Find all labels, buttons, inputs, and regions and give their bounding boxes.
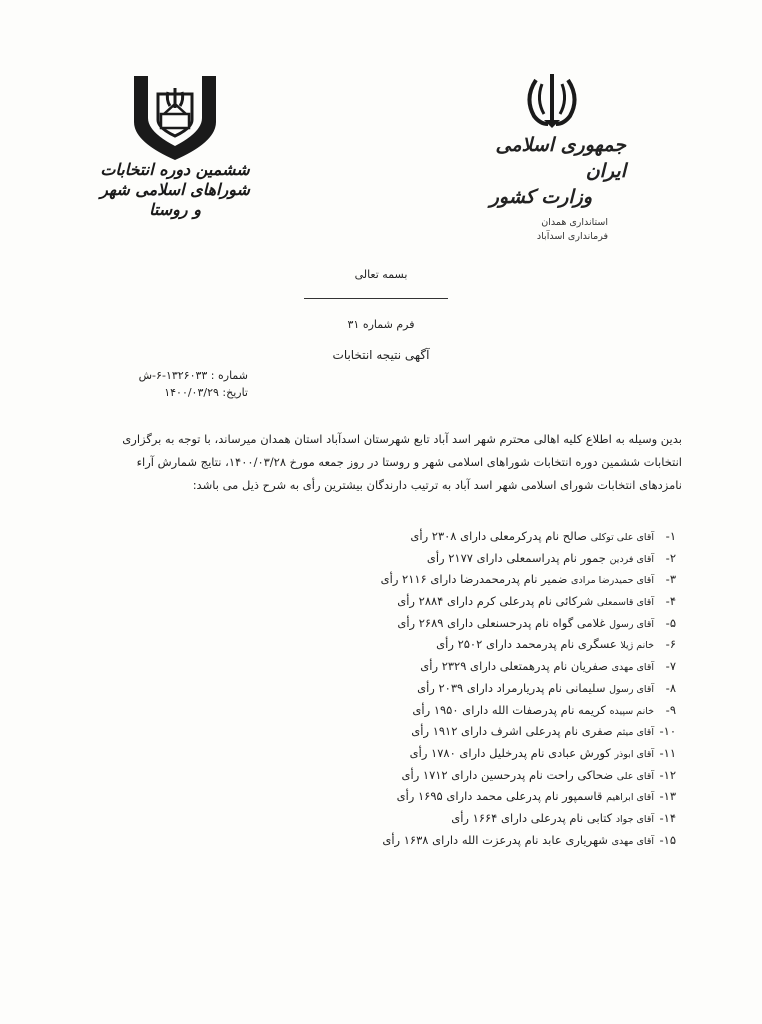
republic-title: جمهوری اسلامی ایران (495, 134, 626, 182)
intro-line-1: بدین وسیله به اطلاع کلیه اهالی محترم شهر اسد آباد تابع شهرستان اسدآباد استان همدان میرساند، با توجه به برگزاری (122, 432, 682, 446)
result-details: ضحاکی راحت نام پدرحسین دارای ۱۷۱۲ رأی (401, 767, 614, 782)
result-row (330, 743, 676, 765)
result-details: ضمیر نام پدرمحمدرضا دارای ۲۱۱۶ رأی (380, 572, 568, 587)
intro-paragraph (70, 428, 682, 497)
election-caption (100, 160, 250, 220)
result-number: ۱۲- (659, 767, 676, 782)
document-meta (118, 367, 248, 401)
result-number: ۱- (665, 529, 676, 543)
ministry-offices (537, 216, 608, 244)
result-candidate: آقای علی توکلی (590, 532, 654, 543)
result-row (330, 830, 676, 852)
result-row (330, 678, 676, 700)
result-number: ۱۱- (659, 745, 676, 760)
result-details: شرکائی نام پدرعلی کرم دارای ۲۸۸۴ رأی (397, 594, 594, 609)
notice-title: آگهی نتیجه انتخابات (332, 348, 430, 362)
result-candidate: خانم سپیده (609, 705, 654, 717)
result-row (330, 656, 676, 678)
result-number: ۵- (665, 615, 676, 630)
result-details: کریمه نام پدرصفات الله دارای ۱۹۵۰ رأی (412, 702, 606, 717)
intro-line-2: انتخابات ششمین دوره انتخابات شوراهای اسلامی شهر و روستا در روز جمعه مورخ ۱۴۰۰/۰۳/۲۸، نتایج شمارش آراء (136, 455, 682, 469)
result-details: صفری نام پدرعلی اشرف دارای ۱۹۱۲ رأی (411, 724, 613, 739)
result-row (330, 548, 676, 570)
result-candidate: آقای ابوذر (614, 748, 654, 760)
result-row (330, 526, 676, 548)
result-number: ۶- (665, 637, 676, 652)
result-details: شهریاری عابد نام پدرعزت الله دارای ۱۶۳۸ رأی (382, 832, 608, 847)
result-candidate: آقای علی (616, 770, 654, 782)
iran-emblem-icon (522, 70, 582, 130)
result-candidate: خانم ژیلا (620, 640, 654, 652)
result-number: ۱۰- (659, 724, 676, 739)
document-number: شماره : ۱۳۲۶۰۳۳-۶-ش (138, 369, 248, 382)
result-candidate: آقای مهدی (611, 662, 654, 674)
result-candidate: آقای جواد (615, 813, 654, 825)
result-details: عسگری نام پدرمحمد دارای ۲۵۰۲ رأی (436, 637, 617, 652)
result-details: صفریان نام پدرهمتعلی دارای ۲۳۲۹ رأی (420, 659, 608, 674)
result-number: ۱۴- (659, 810, 676, 825)
ballot-box-emblem-icon (128, 70, 222, 162)
results-list (330, 526, 676, 851)
header-divider (304, 298, 448, 299)
result-row (330, 700, 676, 722)
bismillah: بسمه تعالی (354, 268, 408, 281)
ministry-title: وزارت کشور (489, 186, 592, 208)
result-candidate: آقای حمیدرضا مرادی (571, 575, 654, 587)
result-row (330, 591, 676, 613)
result-number: ۸- (665, 680, 676, 695)
result-row (330, 569, 676, 591)
intro-line-3: نامزدهای انتخابات شورای اسلامی شهر اسد آباد به ترتیب دارندگان بیشترین رأی به شرح ذیل می باشد: (192, 478, 682, 492)
result-candidate: آقای میثم (616, 727, 654, 739)
result-number: ۷- (665, 659, 676, 674)
result-row (330, 808, 676, 830)
result-row (330, 786, 676, 808)
result-number: ۲- (665, 550, 676, 565)
result-details: صالح نام پدرکرمعلی دارای ۲۳۰۸ رأی (410, 529, 587, 543)
result-row (330, 613, 676, 635)
election-caption-line2: شوراهای اسلامی شهر و روستا (100, 180, 250, 219)
result-candidate: آقای فردین (609, 553, 654, 565)
ministry-header (470, 70, 640, 250)
result-number: ۳- (665, 572, 676, 587)
result-candidate: آقای ابراهیم (606, 792, 654, 804)
result-candidate: آقای مهدی (611, 835, 654, 847)
result-candidate: آقای رسول (609, 683, 654, 695)
office-province: استانداری همدان (541, 217, 608, 228)
result-details: قاسمپور نام پدرعلی محمد دارای ۱۶۹۵ رأی (396, 789, 603, 804)
result-row (330, 721, 676, 743)
result-details: غلامی گواه نام پدرحسنعلی دارای ۲۶۸۹ رأی (397, 615, 606, 630)
result-number: ۹- (665, 702, 676, 717)
result-candidate: آقای قاسمعلی (596, 597, 654, 609)
result-details: کورش عبادی نام پدرخلیل دارای ۱۷۸۰ رأی (409, 745, 611, 760)
election-caption-line1: ششمین دوره انتخابات (100, 160, 250, 179)
document-date: تاریخ: ۱۴۰۰/۰۳/۲۹ (164, 386, 248, 399)
result-details: سلیمانی نام پدریارمراد دارای ۲۰۳۹ رأی (417, 680, 606, 695)
result-number: ۱۳- (659, 789, 676, 804)
result-row (330, 634, 676, 656)
form-number: فرم شماره ۳۱ (347, 318, 415, 331)
result-row (330, 765, 676, 787)
result-number: ۴- (665, 594, 676, 609)
result-details: کتابی نام پدرعلی دارای ۱۶۶۴ رأی (451, 810, 613, 825)
election-logo (100, 70, 250, 220)
result-number: ۱۵- (659, 832, 676, 847)
result-details: جمور نام پدراسمعلی دارای ۲۱۷۷ رأی (426, 550, 606, 565)
result-candidate: آقای رسول (609, 618, 654, 630)
ministry-titles (466, 132, 626, 210)
office-county: فرمانداری اسدآباد (536, 231, 608, 242)
